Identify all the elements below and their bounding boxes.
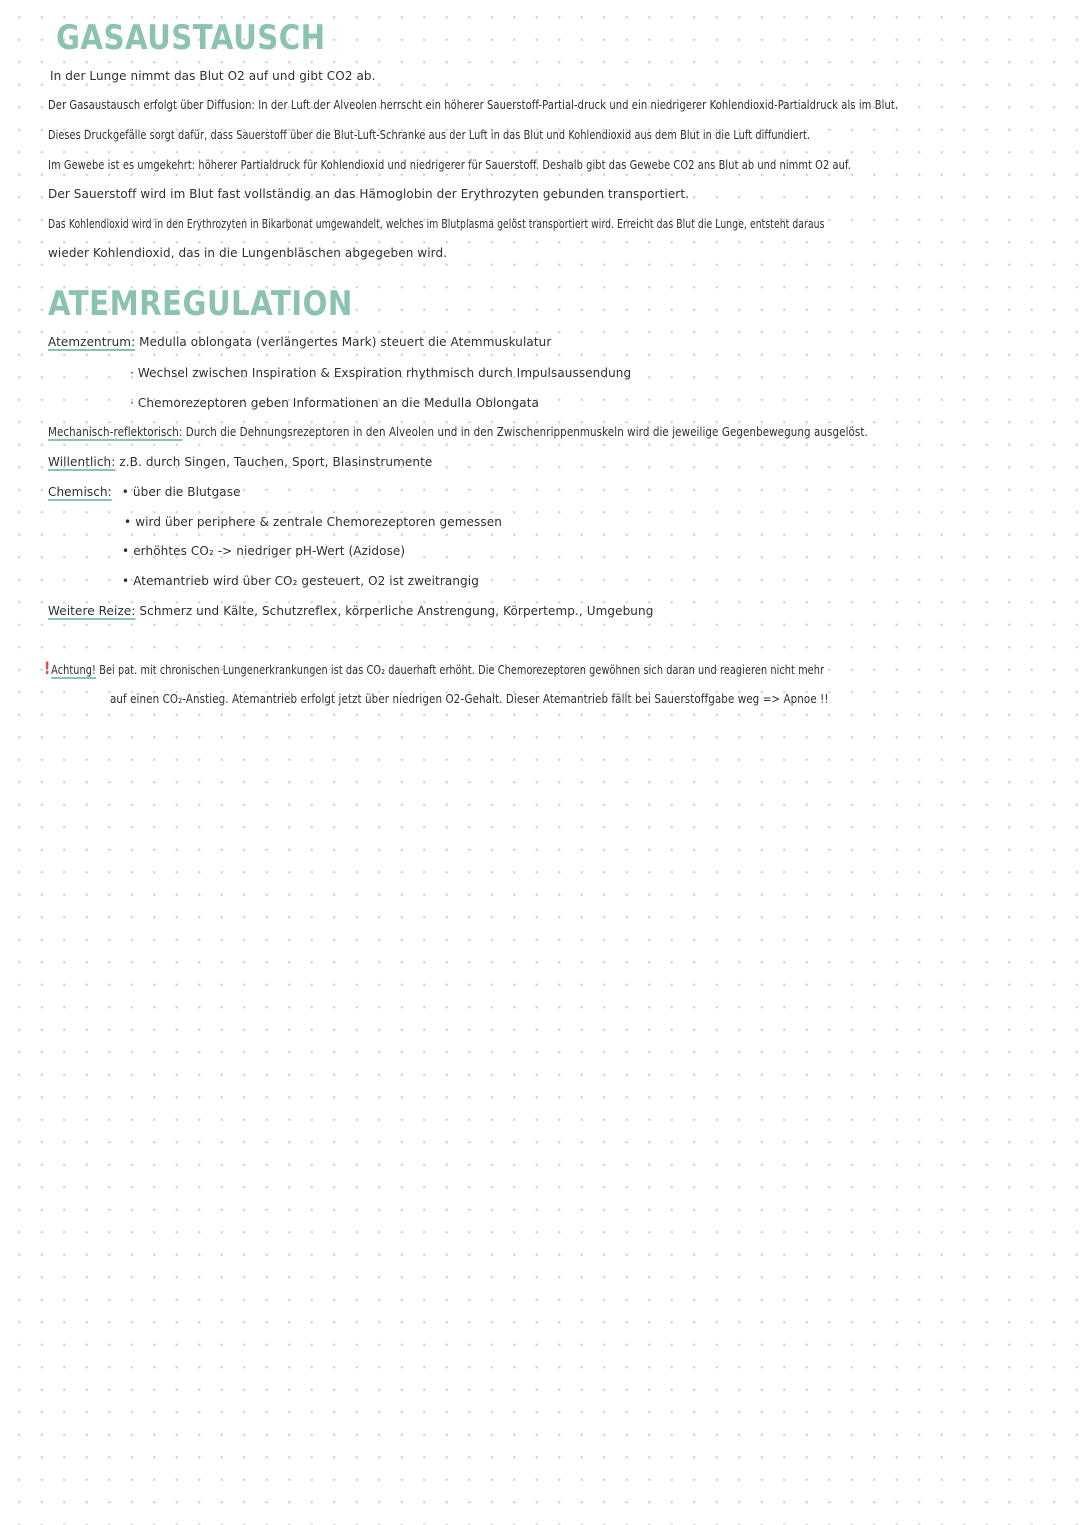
bullet-dot-icon: • bbox=[121, 485, 129, 499]
warning-line-2: auf einen CO₂-Anstieg. Atemantrieb erfolgt jetzt über niedrigen O2-Gehalt. Dieser Atemantrieb fällt bei Sauerstoffgabe weg => Apnoe !! bbox=[110, 692, 829, 706]
mechanisch-text: Durch die Dehnungsrezeptoren in den Alveolen und in den Zwischenrippenmuskeln wird die jeweilige Gegenbewegung ausgelöst. bbox=[185, 425, 868, 439]
atemzentrum-bullet-2 bbox=[130, 395, 539, 411]
bullet-dot-icon: • bbox=[124, 515, 132, 529]
gasaustausch-line-4: Im Gewebe ist es umgekehrt: höherer Partialdruck für Kohlendioxid und niedrigerer für Sauerstoff. Deshalb gibt das Gewebe CO2 ans Blut ab und nimmt O2 auf. bbox=[48, 158, 852, 172]
atemzentrum-row bbox=[48, 334, 551, 350]
exclamation-icon: ! bbox=[44, 659, 51, 679]
warning-line-1 bbox=[44, 661, 824, 678]
willentlich-row bbox=[48, 454, 432, 470]
atemzentrum-bullet-text: Wechsel zwischen Inspiration & Exspiration rhythmisch durch Impulsaussendung bbox=[137, 366, 632, 380]
weitere-label: Weitere Reize: bbox=[48, 604, 136, 618]
chemisch-bullet-2: wird über periphere & zentrale Chemorezeptoren gemessen bbox=[135, 515, 502, 529]
bullet-dot-icon: • bbox=[122, 544, 130, 558]
bullet-dot-icon: · bbox=[130, 366, 134, 380]
chemisch-label: Chemisch: bbox=[48, 485, 112, 499]
willentlich-text: z.B. durch Singen, Tauchen, Sport, Blasinstrumente bbox=[119, 455, 433, 469]
willentlich-label: Willentlich: bbox=[48, 455, 116, 469]
mechanisch-label: Mechanisch-reflektorisch: bbox=[48, 425, 183, 439]
warning-label: Achtung! bbox=[51, 663, 97, 677]
gasaustausch-line-5: Der Sauerstoff wird im Blut fast vollständig an das Hämoglobin der Erythrozyten gebunden transportiert. bbox=[48, 187, 690, 201]
chemisch-bullet-row-3 bbox=[122, 543, 405, 559]
gasaustausch-line-2: Der Gasaustausch erfolgt über Diffusion: In der Luft der Alveolen herrscht ein höherer Sauerstoff-Partial-druck und ein niedrigerer Kohlendioxid-Partialdruck als im Blut. bbox=[48, 98, 899, 112]
chemisch-bullet-row-4 bbox=[122, 573, 479, 589]
bullet-dot-icon: · bbox=[130, 396, 134, 410]
atemregulation-heading: ATEMREGULATION bbox=[48, 284, 353, 324]
atemzentrum-label: Atemzentrum: bbox=[48, 335, 136, 349]
gasaustausch-line-7: wieder Kohlendioxid, das in die Lungenbläschen abgegeben wird. bbox=[48, 246, 448, 260]
chemisch-bullet-3: erhöhtes CO₂ -> niedriger pH-Wert (Azidose) bbox=[133, 544, 406, 558]
gasaustausch-line-6: Das Kohlendioxid wird in den Erythrozyten in Bikarbonat umgewandelt, welches im Blutplasma gelöst transportiert wird. Erreicht das Blut die Lunge, entsteht daraus bbox=[48, 217, 825, 231]
atemzentrum-text: Medulla oblongata (verlängertes Mark) steuert die Atemmuskulatur bbox=[139, 335, 552, 349]
gasaustausch-line-1: In der Lunge nimmt das Blut O2 auf und gibt CO2 ab. bbox=[50, 69, 376, 83]
chemisch-bullet-1: über die Blutgase bbox=[132, 485, 241, 499]
weitere-row bbox=[48, 603, 653, 619]
chemisch-bullet-4: Atemantrieb wird über CO₂ gesteuert, O2 ist zweitrangig bbox=[133, 574, 479, 588]
gasaustausch-heading: GASAUSTAUSCH bbox=[56, 18, 326, 58]
mechanisch-row bbox=[48, 424, 868, 440]
chemisch-row bbox=[48, 484, 241, 500]
atemzentrum-bullet-text: Chemorezeptoren geben Informationen an die Medulla Oblongata bbox=[137, 396, 539, 410]
chemisch-bullet-row-2 bbox=[124, 514, 502, 530]
atemzentrum-bullet-1 bbox=[130, 365, 631, 381]
weitere-text: Schmerz und Kälte, Schutzreflex, körperliche Anstrengung, Körpertemp., Umgebung bbox=[139, 604, 654, 618]
gasaustausch-line-3: Dieses Druckgefälle sorgt dafür, dass Sauerstoff über die Blut-Luft-Schranke aus der Luft in das Blut und Kohlendioxid aus dem Blut in die Luft diffundiert. bbox=[48, 128, 811, 142]
warning-text-1: Bei pat. mit chronischen Lungenerkrankungen ist das CO₂ dauerhaft erhöht. Die Chemorezeptoren gewöhnen sich daran und reagieren nicht mehr bbox=[99, 663, 825, 677]
bullet-dot-icon: • bbox=[122, 574, 130, 588]
